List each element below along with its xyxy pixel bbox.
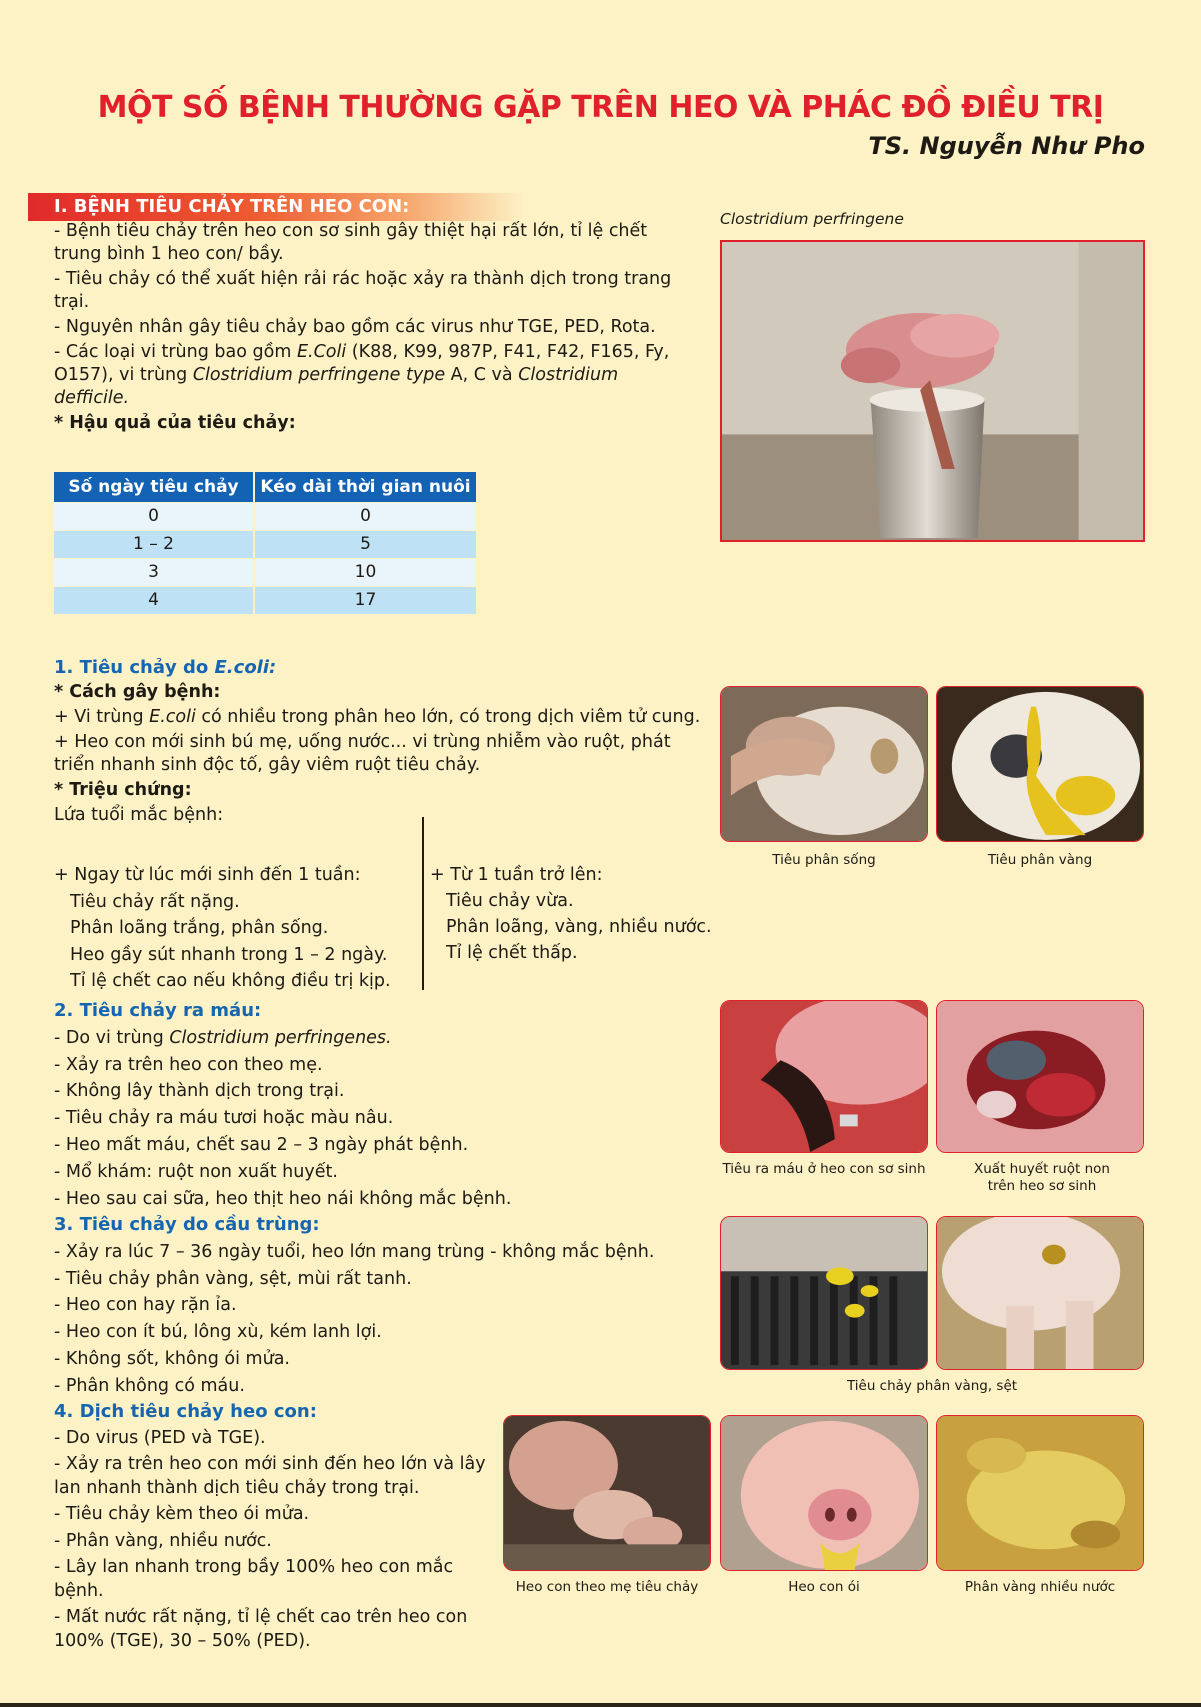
- sub2-line: - Xảy ra trên heo con theo mẹ.: [54, 1054, 323, 1075]
- sub3-line: - Xảy ra lúc 7 – 36 ngày tuổi, heo lớn mang trùng - không mắc bệnh.: [54, 1241, 655, 1262]
- sub2-line: - Mổ khám: ruột non xuất huyết.: [54, 1161, 338, 1182]
- clostridium-photo-image: [722, 242, 1143, 540]
- sub1-heading-italic: E.coli:: [214, 657, 277, 678]
- photo-caption: Heo con ói: [788, 1579, 860, 1595]
- cause1-rest: có nhiều trong phân heo lớn, có trong dịch viêm tử cung.: [195, 707, 701, 727]
- sub4-heading: 4. Dịch tiêu chảy heo con:: [54, 1401, 317, 1422]
- sub3-heading: 3. Tiêu chảy do cầu trùng:: [54, 1214, 320, 1235]
- sub3-line: - Không sốt, không ói mửa.: [54, 1348, 290, 1369]
- sub4-line: - Lây lan nhanh trong bầy 100% heo con mắc bệnh.: [54, 1557, 454, 1601]
- sub1-left-column: [54, 862, 424, 995]
- piglet-yellow-stool-photo: [936, 686, 1144, 842]
- section-banner: I. BỆNH TIÊU CHẢY TRÊN HEO CON:: [28, 193, 524, 221]
- left-col-line: Phân loãng trắng, phân sống.: [70, 918, 329, 938]
- intro-text: [54, 220, 688, 437]
- nursing-piglets-photo: [503, 1415, 711, 1571]
- sub2-line: [54, 1025, 734, 1052]
- table-cell: 0: [254, 502, 477, 530]
- sub2-line: - Tiêu chảy ra máu tươi hoặc màu nâu.: [54, 1108, 394, 1129]
- table-cell: 4: [54, 586, 254, 614]
- left-col-line: Tỉ lệ chết cao nếu không điều trị kịp.: [70, 971, 391, 991]
- coccidiosis-piglet-image: [937, 1217, 1143, 1369]
- sub3-text: [54, 1212, 744, 1400]
- watery-stool-image: [937, 1416, 1143, 1570]
- symptom-heading: * Triệu chứng:: [54, 780, 192, 800]
- sub3-line: - Heo con ít bú, lông xù, kém lanh lợi.: [54, 1322, 382, 1343]
- bacteria-mid2: A, C và: [445, 365, 519, 385]
- sub3-line: - Phân không có máu.: [54, 1375, 245, 1396]
- author-name: TS. Nguyễn Như Pho: [868, 132, 1145, 160]
- nursing-piglets-image: [504, 1416, 710, 1570]
- piglet-white-stool-image: [721, 687, 927, 841]
- table-row: [54, 558, 477, 586]
- intro-line: - Nguyên nhân gây tiêu chảy bao gồm các virus như TGE, PED, Rota.: [54, 317, 656, 337]
- clostridium-photo: [720, 240, 1145, 542]
- coccidiosis-floor-photo: [720, 1216, 928, 1370]
- page-title: MỘT SỐ BỆNH THƯỜNG GẶP TRÊN HEO VÀ PHÁC ĐỒ ĐIỀU TRỊ: [97, 90, 1104, 125]
- intestinal-hemorrhage-photo: [936, 1000, 1144, 1153]
- coccidiosis-floor-image: [721, 1217, 927, 1369]
- table-row: [54, 586, 477, 614]
- sub4-line: - Xảy ra trên heo con mới sinh đến heo lớn và lây lan nhanh thành dịch tiêu chảy trong trại.: [54, 1454, 486, 1498]
- sub3-line: - Heo con hay rặn ỉa.: [54, 1295, 237, 1316]
- sub2-line: - Heo sau cai sữa, heo thịt heo nái không mắc bệnh.: [54, 1188, 512, 1209]
- cause-line: + Heo con mới sinh bú mẹ, uống nước... vi trùng nhiễm vào ruột, phát triển nhanh sinh độc tố, gây viêm ruột tiêu chảy.: [54, 732, 671, 775]
- bloody-diarrhea-image: [721, 1001, 927, 1152]
- sub1-heading: [54, 656, 714, 679]
- sub2-heading: 2. Tiêu chảy ra máu:: [54, 1000, 262, 1021]
- photo-caption: Xuất huyết ruột non trên heo sơ sinh: [974, 1161, 1110, 1194]
- sub4-line: - Tiêu chảy kèm theo ói mửa.: [54, 1504, 310, 1524]
- photo-caption: Phân vàng nhiều nước: [964, 1579, 1116, 1595]
- right-col-line: Tỉ lệ chết thấp.: [446, 943, 578, 963]
- left-col-line: Heo gầy sút nhanh trong 1 – 2 ngày.: [70, 944, 388, 965]
- right-col-line: + Từ 1 tuần trở lên:: [430, 865, 603, 885]
- left-col-line: Tiêu chảy rất nặng.: [70, 891, 240, 912]
- sub4-line: - Do virus (PED và TGE).: [54, 1427, 266, 1448]
- coccidiosis-piglet-photo: [936, 1216, 1144, 1370]
- photo-caption: Tiêu phân sống: [772, 852, 876, 868]
- cause1-prefix: + Vi trùng: [54, 707, 150, 727]
- table-cell: 3: [54, 558, 254, 586]
- sub2-line: - Không lây thành dịch trong trại.: [54, 1081, 345, 1102]
- sub2-text: [54, 998, 734, 1212]
- piglet-white-stool-photo: [720, 686, 928, 842]
- cause-line: [54, 706, 714, 729]
- vomiting-piglet-image: [721, 1416, 927, 1570]
- page-bottom-rule: [0, 1703, 1201, 1707]
- photo-caption: Heo con theo mẹ tiêu chảy: [515, 1579, 699, 1595]
- right-col-line: Tiêu chảy vừa.: [446, 891, 574, 911]
- vomiting-piglet-photo: [720, 1415, 928, 1571]
- sub3-line: - Tiêu chảy phân vàng, sệt, mùi rất tanh.: [54, 1268, 412, 1289]
- table-header: Số ngày tiêu chảy: [54, 472, 254, 502]
- table-cell: 17: [254, 586, 477, 614]
- bacteria-line: [54, 341, 688, 410]
- piglet-yellow-stool-image: [937, 687, 1143, 841]
- left-col-line: + Ngay từ lúc mới sinh đến 1 tuần:: [54, 865, 361, 885]
- photo-caption: Tiêu chảy phân vàng, sệt: [846, 1378, 1018, 1394]
- table-cell: 10: [254, 558, 477, 586]
- watery-stool-photo: [936, 1415, 1144, 1571]
- photo-top-caption: Clostridium perfringene: [720, 210, 904, 228]
- sub1-text: [54, 656, 714, 829]
- sub2-line: - Heo mất máu, chết sau 2 – 3 ngày phát bệnh.: [54, 1134, 469, 1155]
- table-row: [54, 502, 477, 530]
- bacteria-clostridium: Clostridium perfringene type: [192, 365, 446, 385]
- sub4-line: - Phân vàng, nhiều nước.: [54, 1530, 272, 1551]
- table-row: [54, 530, 477, 558]
- intro-line: - Bệnh tiêu chảy trên heo con sơ sinh gây thiệt hại rất lớn, tỉ lệ chết trung bình 1 heo con/ bầy.: [54, 221, 648, 264]
- bacteria-prefix: - Các loại vi trùng bao gồm: [54, 342, 297, 362]
- table-cell: 1 – 2: [54, 530, 254, 558]
- consequence-table: [54, 472, 478, 614]
- sub1-right-column: [430, 862, 720, 966]
- table-cell: 5: [254, 530, 477, 558]
- photo-caption: Tiêu ra máu ở heo con sơ sinh: [722, 1161, 926, 1177]
- table-header-row: [54, 472, 477, 502]
- cause1-italic: E.coli: [149, 707, 196, 727]
- bacteria-mid: (K88, K99, 987P, F41, F42, F165, Fy, O157), vi trùng: [54, 342, 670, 385]
- table-header: Kéo dài thời gian nuôi: [254, 472, 477, 502]
- photo-caption: Tiêu phân vàng: [987, 852, 1093, 868]
- sub1-heading-prefix: 1. Tiêu chảy do: [54, 657, 215, 678]
- table-cell: 0: [54, 502, 254, 530]
- bacteria-clostridium2: Clostridium defficile.: [54, 365, 619, 408]
- bacteria-ecoli: E.Coli: [296, 342, 347, 362]
- age-label: Lứa tuổi mắc bệnh:: [54, 805, 224, 825]
- right-col-line: Phân loãng, vàng, nhiều nước.: [446, 917, 712, 937]
- sub4-line: - Mất nước rất nặng, tỉ lệ chết cao trên heo con 100% (TGE), 30 – 50% (PED).: [54, 1607, 468, 1651]
- sub2-line1-italic: Clostridium perfringenes.: [169, 1027, 392, 1048]
- cause-heading: * Cách gây bệnh:: [54, 682, 221, 702]
- bloody-diarrhea-photo: [720, 1000, 928, 1153]
- sub2-line1-prefix: - Do vi trùng: [54, 1027, 170, 1048]
- sub4-text: [54, 1400, 494, 1653]
- consequence-heading: * Hậu quả của tiêu chảy:: [54, 413, 296, 433]
- intro-line: - Tiêu chảy có thể xuất hiện rải rác hoặc xảy ra thành dịch trong trang trại.: [54, 269, 672, 312]
- intestinal-hemorrhage-image: [937, 1001, 1143, 1152]
